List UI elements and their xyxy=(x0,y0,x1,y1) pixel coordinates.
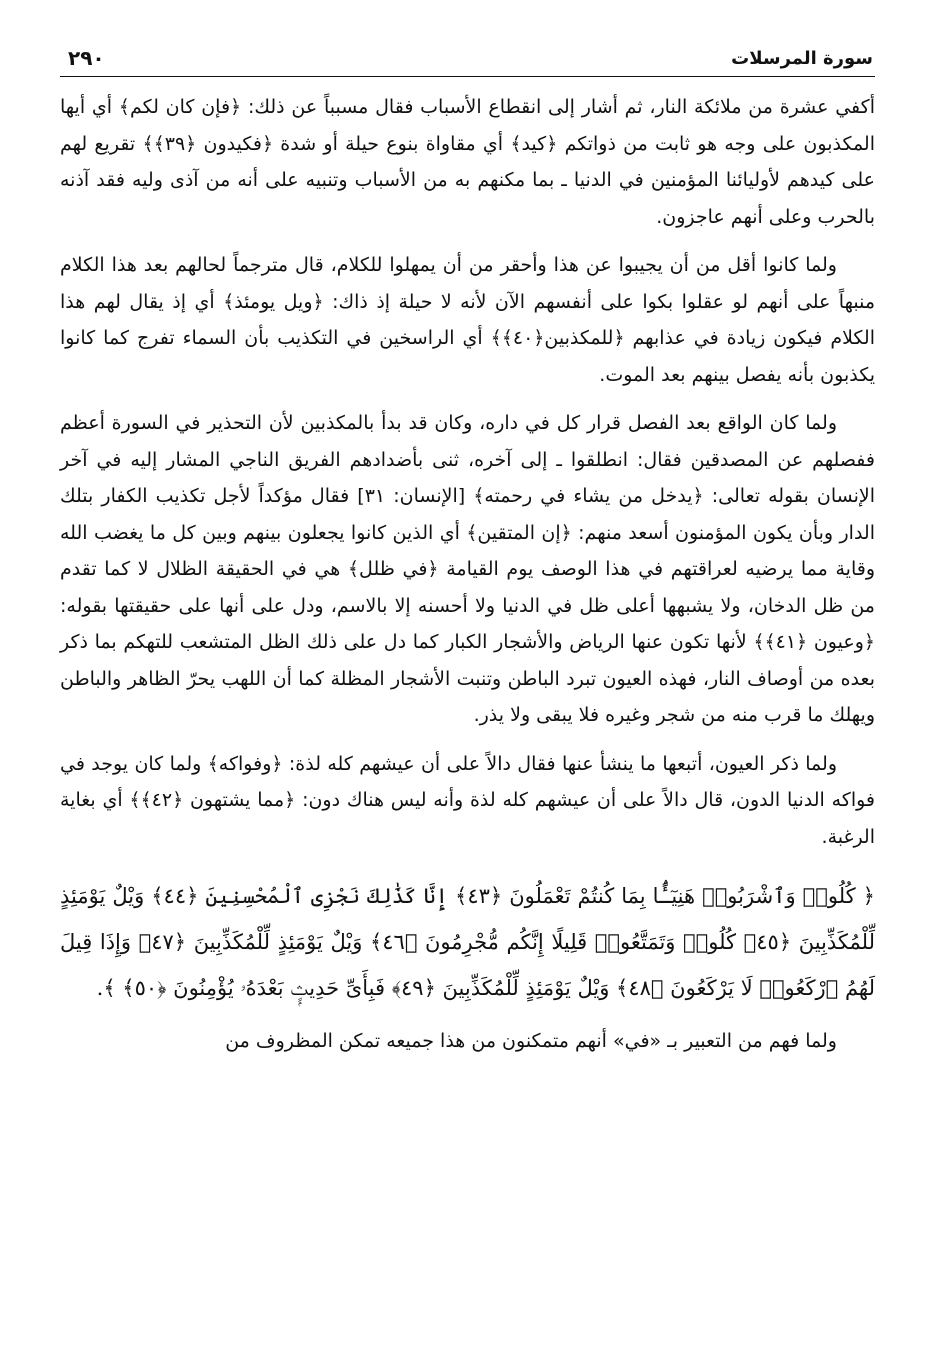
paragraph-3: ولما كان الواقع بعد الفصل قرار كل في داره، وكان قد بدأ بالمكذبين لأن التحذير في السورة أعظم ففصلهم عن المصدقين فقال: انطلقوا ـ إلى آخره، ثنى بأضدادهم الفريق الناجي المشار إليه في آخر الإنسان بقوله تعالى: ﴿يدخل من يشاء في رحمته﴾ [الإنسان: ٣١] فقال مؤكداً لأجل تكذيب الكفار بتلك الدار وبأن يكون المؤمنون أسعد منهم: ﴿إن المتقين﴾ أي الذين كانوا يجعلون بينهم وبين كل ما يغضب الله وقاية مما يرضيه لعراقتهم في هذا الوصف يوم القيامة ﴿في ظلل﴾ هي في الحقيقة الظلال لا كما تقدم من ظل الدخان، ولا يشبهها أعلى ظل في الدنيا ولا أحسنه إلا بالاسم، ودل على أنها على حقيقتها بقوله: ﴿وعيون ﴿٤١﴾﴾ لأنها تكون عنها الرياض والأشجار الكبار كما دل على ذلك الظل المتشعب للتهكم بما ذكر بعده من أوصاف النار، فهذه العيون تبرد الباطن وتنبت الأشجار المظلة كما أن اللهب يحرّ الظاهر والباطن ويهلك ما قرب منه من شجر وغيره فلا يبقى ولا يذر. xyxy=(60,412,876,726)
page-header xyxy=(60,38,875,77)
page xyxy=(60,38,875,1060)
page-number: ٢٩٠ xyxy=(68,46,105,70)
quran-verses: ﴿ كُلُوا۟ وَٱشْرَبُوا۟ هَنِيٓـًٔۢا بِمَا كُنتُمْ تَعْمَلُونَ ﴿٤٣﴾ إِنَّا كَذَٰلِكَ نَجْزِى ٱلْمُحْسِنِينَ ﴿٤٤﴾ وَيْلٌ يَوْمَئِذٍ لِّلْمُكَذِّبِينَ ﴿٤٥﴾ كُلُوا۟ وَتَمَتَّعُوا۟ قَلِيلًا إِنَّكُم مُّجْرِمُونَ ﴿٤٦﴾ وَيْلٌ يَوْمَئِذٍ لِّلْمُكَذِّبِينَ ﴿٤٧﴾ وَإِذَا قِيلَ لَهُمُ ٱرْكَعُوا۟ لَا يَرْكَعُونَ ﴿٤٨﴾ وَيْلٌ يَوْمَئِذٍ لِّلْمُكَذِّبِينَ ﴿٤٩﴾ فَبِأَىِّ حَدِيثٍۭ بَعْدَهُۥ يُؤْمِنُونَ ﴿٥٠﴾ ﴾. xyxy=(60,884,875,1000)
paragraph-4: ولما ذكر العيون، أتبعها ما ينشأ عنها فقال دالاً على أن عيشهم كله لذة: ﴿وفواكه﴾ ولما كان يوجد في فواكه الدنيا الدون، قال دالاً على أن عيشهم كله لذة وأنه ليس هناك دون: ﴿مما يشتهون ﴿٤٢﴾﴾ أي بغاية الرغبة. xyxy=(60,752,875,848)
surah-title: سورة المرسلات xyxy=(731,48,873,69)
paragraph-5: ولما فهم من التعبير بـ «في» أنهم متمكنون من هذا جميعه تمكن المظروف من xyxy=(225,1030,837,1052)
paragraph-1: أكفي عشرة من ملائكة النار، ثم أشار إلى انقطاع الأسباب فقال مسبباً عن ذلك: ﴿فإن كان لكم﴾ أي أيها المكذبون على وجه هو ثابت من ذواتكم ﴿كيد﴾ أي مقاواة بنوع حيلة أو شدة ﴿فكيدون ﴿٣٩﴾﴾ تقريع لهم على كيدهم لأوليائنا المؤمنين في الدنيا ـ بما مكنهم به من الأسباب وتنبيه على أنه من آذى وليه فقد آذنه بالحرب وعلى أنهم عاجزون. xyxy=(60,96,875,228)
paragraph-2: ولما كانوا أقل من أن يجيبوا عن هذا وأحقر من أن يمهلوا للكلام، قال مترجماً لحالهم بعد هذا الكلام منبهاً على أنهم لو عقلوا بكوا على أنفسهم الآن لأنه لا حيلة إذ ذاك: ﴿ويل يومئذ﴾ أي إذ يقال لهم هذا الكلام فيكون زيادة في عذابهم ﴿للمكذبين﴿٤٠﴾﴾ أي الراسخين في التكذيب بأن السماء تفرج كما كانوا يكذبون بأنه يفصل بينهم بعد الموت. xyxy=(60,254,875,386)
